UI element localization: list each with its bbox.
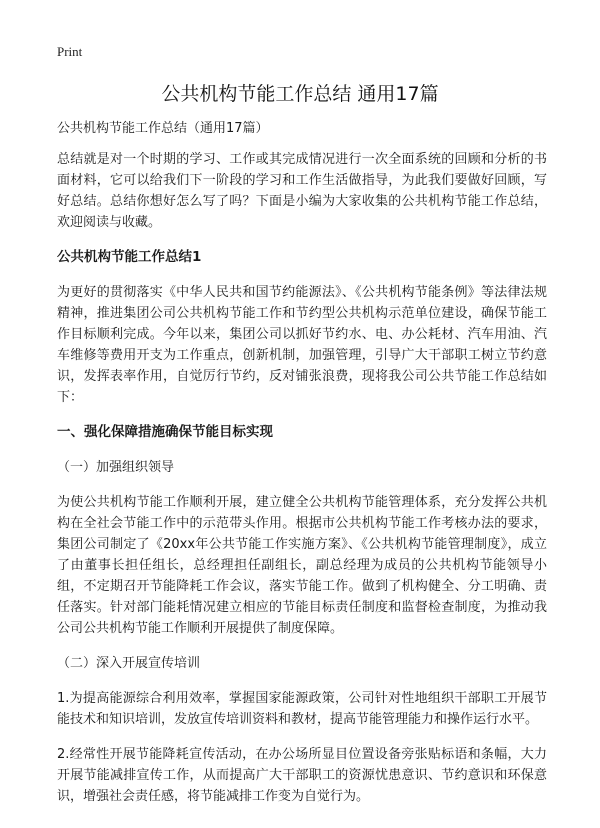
print-label[interactable]: Print (57, 44, 83, 59)
sub1-paragraph: 为使公共机构节能工作顺利开展，建立健全公共机构节能管理体系，充分发挥公共机构在全社会节能工作中的示范带头作用。根据市公共机构节能工作考核办法的要求，集团公司制定了《20xx年公共节能工作实施方案》、《公共机构节能管理制度》，成立了由董事长担任组长，总经理担任副组长，副总经理为成员的公共机构节能领导小组，不定期召开节能降耗工作会议，落实节能工作。做到了机构健全、分工明确、责任落实。针对部门能耗情况建立相应的节能目标责任制度和监督检查制度，为推动我公司公共机构节能工作顺利开展提供了制度保障。 (57, 495, 547, 636)
sub1-heading: （一）加强组织领导 (57, 460, 175, 475)
item1-paragraph: 1.为提高能源综合利用效率，掌握国家能源政策，公司针对性地组织干部职工开展节能技术和知识培训，发放宣传培训资料和教材，提高节能管理能力和操作运行水平。 (57, 691, 547, 727)
subtitle: 公共机构节能工作总结（通用17篇） (57, 121, 269, 136)
section1-paragraph: 为更好的贯彻落实《中华人民共和国节约能源法》、《公共机构节能条例》等法律法规精神，推进集团公司公共机构节能工作和节约型公共机构示范单位建设，确保节能工作目标顺利完成。今年以来，集团公司以抓好节约水、电、办公耗材、汽车用油、汽车维修等费用开支为工作重点，创新机制，加强管理，引导广大干部职工树立节约意识，发挥表率作用，自觉厉行节约，反对铺张浪费，现将我公司公共节能工作总结如下： (57, 285, 547, 405)
document-body (57, 118, 547, 807)
document-title: 公共机构节能工作总结 通用17篇 (161, 83, 439, 105)
item2-paragraph: 2.经常性开展节能降耗宣传活动，在办公场所显目位置设备旁张贴标语和条幅，大力开展节能减排宣传工作，从而提高广大干部职工的资源忧患意识、节约意识和环保意识，增强社会责任感，将节能减排工作变为自觉行为。 (57, 747, 547, 804)
intro-paragraph: 总结就是对一个时期的学习、工作或其完成情况进行一次全面系统的回顾和分析的书面材料，它可以给我们下一阶段的学习和工作生活做指导，为此我们要做好回顾，写好总结。总结你想好怎么写了吗？下面是小编为大家收集的公共机构节能工作总结，欢迎阅读与收藏。 (57, 152, 547, 230)
section1-heading: 公共机构节能工作总结1 (57, 249, 202, 265)
sub2-heading: （二）深入开展宣传培训 (57, 656, 201, 671)
part1-heading: 一、强化保障措施确保节能目标实现 (57, 424, 273, 440)
